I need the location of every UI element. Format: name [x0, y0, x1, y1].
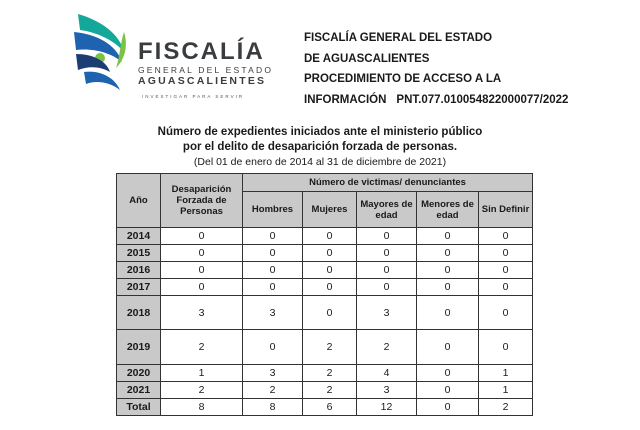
cell-undefined: 0: [479, 228, 533, 245]
cell-minors: 0: [417, 228, 479, 245]
cell-year: 2019: [117, 330, 161, 365]
header-line-4: [304, 90, 624, 111]
report-title-line-2: por el delito de desaparición forzada de personas.: [182, 141, 458, 153]
cell-total-label: Total: [117, 399, 161, 416]
col-header-women: Mujeres: [303, 192, 357, 228]
col-header-minors: Menores de edad: [417, 192, 479, 228]
cell-cases: 2: [161, 382, 243, 399]
cell-women: 0: [303, 245, 357, 262]
cell-men: 0: [243, 279, 303, 296]
cell-adults: 0: [357, 228, 417, 245]
cases-table: [116, 173, 533, 416]
cell-men: 2: [243, 382, 303, 399]
cell-women: 2: [303, 365, 357, 382]
cell-undefined: 2: [479, 399, 533, 416]
cell-year: 2018: [117, 296, 161, 330]
cell-year: 2014: [117, 228, 161, 245]
cell-adults: 0: [357, 279, 417, 296]
cell-adults: 0: [357, 245, 417, 262]
header-reference: PNT.077.010054822000077/2022: [396, 93, 569, 106]
cell-cases: 8: [161, 399, 243, 416]
cell-adults: 4: [357, 365, 417, 382]
cell-men: 0: [243, 245, 303, 262]
cell-women: 2: [303, 382, 357, 399]
cell-women: 0: [303, 279, 357, 296]
document-header: [304, 28, 624, 110]
header-line-2: DE AGUASCALIENTES: [304, 52, 430, 65]
cell-adults: 2: [357, 330, 417, 365]
cell-cases: 0: [161, 228, 243, 245]
cell-cases: 3: [161, 296, 243, 330]
cell-men: 0: [243, 228, 303, 245]
cell-year: 2020: [117, 365, 161, 382]
logo-tagline: INVESTIGAR PARA SERVIR: [142, 94, 245, 99]
header-line-3: PROCEDIMIENTO DE ACCESO A LA: [304, 73, 502, 85]
cell-minors: 0: [417, 365, 479, 382]
cell-men: 0: [243, 330, 303, 365]
report-period: (Del 01 de enero de 2014 al 31 de diciembre de 2021): [193, 156, 447, 168]
cell-undefined: 1: [479, 365, 533, 382]
logo-state: AGUASCALIENTES: [138, 75, 267, 87]
table-row: [117, 262, 533, 279]
logo-wordmark: [138, 40, 273, 87]
cell-year: 2016: [117, 262, 161, 279]
col-header-undefined: Sin Definir: [479, 192, 533, 228]
header-line-1: FISCALÍA GENERAL DEL ESTADO: [304, 32, 493, 44]
table-row: [117, 279, 533, 296]
cell-year: 2015: [117, 245, 161, 262]
col-header-victims-group: Número de victimas/ denunciantes: [243, 174, 533, 192]
cell-women: 0: [303, 262, 357, 279]
report-title-line-1: Número de expedientes iniciados ante el ministerio público: [157, 126, 483, 138]
cell-undefined: 1: [479, 382, 533, 399]
cell-women: 0: [303, 296, 357, 330]
cell-cases: 2: [161, 330, 243, 365]
cell-minors: 0: [417, 399, 479, 416]
cell-adults: 3: [357, 296, 417, 330]
table-row: [117, 382, 533, 399]
cell-cases: 0: [161, 262, 243, 279]
cell-undefined: 0: [479, 330, 533, 365]
logo-title: FISCALÍA: [138, 38, 265, 65]
cell-adults: 12: [357, 399, 417, 416]
cell-adults: 3: [357, 382, 417, 399]
cell-cases: 1: [161, 365, 243, 382]
report-title: [0, 125, 640, 155]
cell-undefined: 0: [479, 279, 533, 296]
cell-year: 2021: [117, 382, 161, 399]
table-row: [117, 365, 533, 382]
cell-undefined: 0: [479, 296, 533, 330]
col-header-year: Año: [117, 174, 161, 228]
cell-minors: 0: [417, 382, 479, 399]
cell-women: 0: [303, 228, 357, 245]
cell-men: 0: [243, 262, 303, 279]
fiscalia-logo: [70, 10, 290, 100]
col-header-adults: Mayores de edad: [357, 192, 417, 228]
cell-minors: 0: [417, 330, 479, 365]
logo-subtitle: GENERAL DEL ESTADO: [138, 65, 274, 75]
cell-undefined: 0: [479, 245, 533, 262]
col-header-men: Hombres: [243, 192, 303, 228]
table-row: [117, 330, 533, 365]
cell-year: 2017: [117, 279, 161, 296]
cell-minors: 0: [417, 262, 479, 279]
table-row: [117, 228, 533, 245]
fiscalia-emblem-icon: [70, 10, 130, 92]
cell-undefined: 0: [479, 262, 533, 279]
cell-women: 6: [303, 399, 357, 416]
cell-cases: 0: [161, 279, 243, 296]
header-info-label: INFORMACIÓN: [304, 93, 387, 106]
cell-minors: 0: [417, 279, 479, 296]
cell-men: 3: [243, 365, 303, 382]
table-header-row: [117, 174, 533, 192]
cell-minors: 0: [417, 296, 479, 330]
cell-men: 8: [243, 399, 303, 416]
cell-minors: 0: [417, 245, 479, 262]
cell-women: 2: [303, 330, 357, 365]
table-row: [117, 245, 533, 262]
table-total-row: [117, 399, 533, 416]
col-header-cases: Desaparición Forzada de Personas: [161, 174, 243, 228]
cell-cases: 0: [161, 245, 243, 262]
cell-men: 3: [243, 296, 303, 330]
cell-adults: 0: [357, 262, 417, 279]
table-row: [117, 296, 533, 330]
